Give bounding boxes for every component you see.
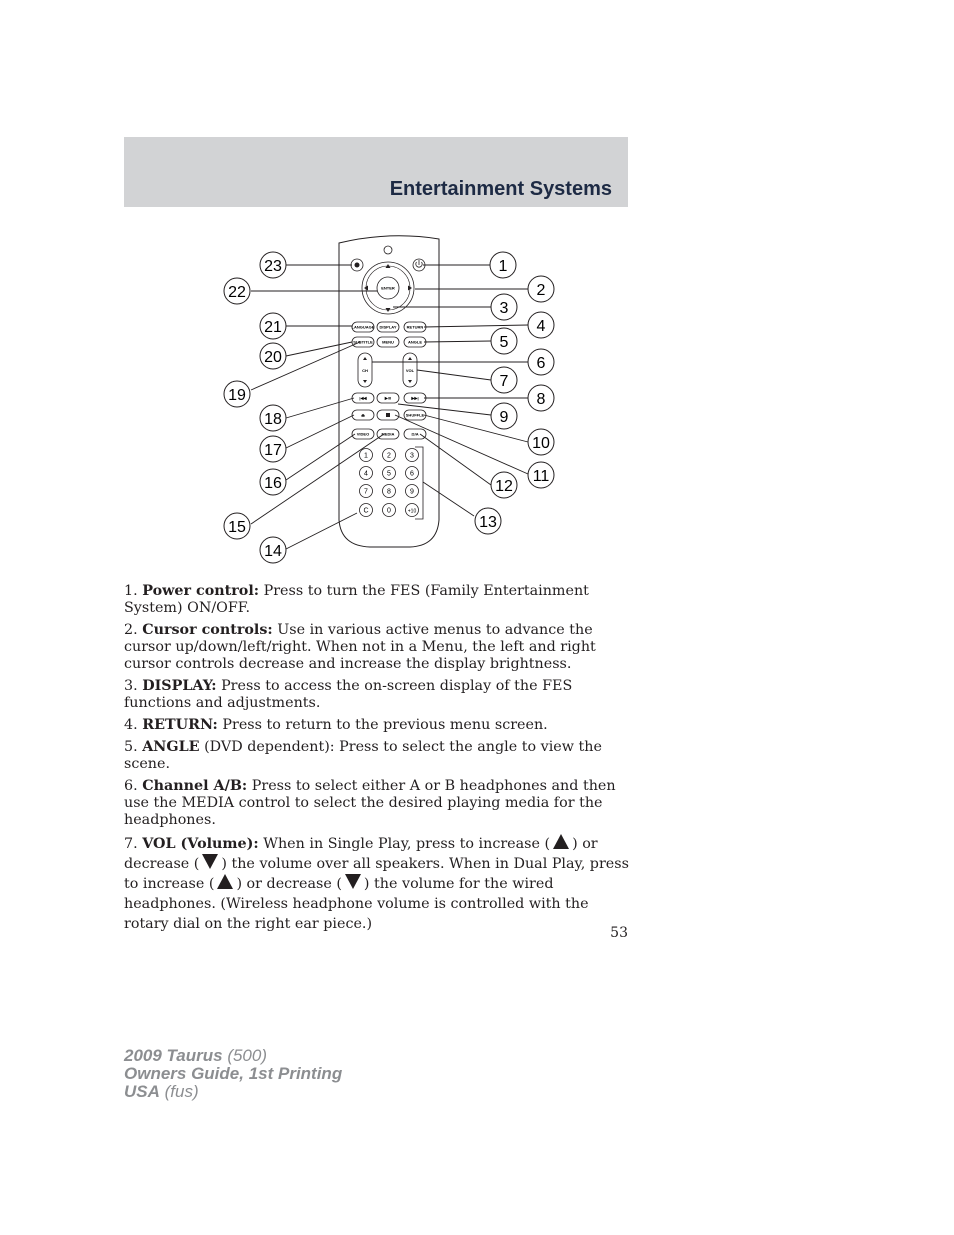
callout-number: 14 — [264, 543, 282, 560]
callout-number: 1 — [498, 258, 508, 275]
arrow-down-icon — [202, 854, 218, 869]
callout-number: 13 — [479, 514, 497, 531]
svg-text:▶/II: ▶/II — [384, 395, 392, 401]
arrow-up-icon — [217, 874, 233, 889]
svg-text:|◀◀: |◀◀ — [359, 395, 367, 401]
callout-number: 10 — [532, 435, 550, 452]
callout-number: 7 — [499, 373, 509, 390]
callout-number: 15 — [228, 519, 246, 536]
list-item: 5. ANGLE (DVD dependent): Press to select the angle to view the scene. — [124, 739, 602, 773]
callout-number: 2 — [536, 282, 546, 299]
description-list — [124, 583, 630, 940]
section-title: Entertainment Systems — [389, 178, 612, 200]
subtitle-button-label: SUBTITLE — [353, 339, 373, 345]
keypad-key-label: 8 — [387, 488, 391, 496]
display-button-label: DISPLAY — [379, 324, 397, 330]
callout-number: 5 — [499, 334, 509, 351]
callout-number: 16 — [264, 475, 282, 492]
callout-number: 6 — [536, 355, 546, 372]
svg-text:⏏: ⏏ — [361, 412, 365, 418]
callout-number: 22 — [228, 284, 246, 301]
video-button-label: VIDEO — [356, 431, 370, 437]
callout-number: 8 — [536, 391, 546, 408]
svg-text:Ω/A: Ω/A — [411, 431, 419, 437]
callout-number: 18 — [264, 411, 282, 428]
callout-number: 23 — [264, 258, 282, 275]
keypad-key-label: 5 — [387, 470, 391, 478]
callout-number: 17 — [264, 442, 282, 459]
svg-text:▶▶|: ▶▶| — [411, 395, 419, 401]
page-number: 53 — [610, 925, 628, 941]
media-button-label: MEDIA — [381, 431, 395, 437]
return-button-label: RETURN — [406, 324, 424, 330]
arrow-up-icon — [553, 834, 569, 849]
list-item: 1. Power control: Press to turn the FES (Family Entertainment System) ON/OFF. — [124, 583, 589, 616]
callout-number: 4 — [536, 318, 546, 335]
list-item: 3. DISPLAY: Press to access the on-screen display of the FES functions and adjustments. — [124, 677, 573, 711]
shuffle-button-label: SHUFFLE — [405, 412, 425, 418]
list-item: 6. Channel A/B: Press to select either A or B headphones and then use the MEDIA control to select the desired playing media for the headphones. — [124, 778, 616, 829]
footer: 2009 Taurus (500) Owners Guide, 1st Printing USA (fus) — [124, 1046, 343, 1101]
menu-button-label: MENU — [382, 339, 394, 345]
callout-number: 9 — [499, 409, 509, 426]
angle-button-label: ANGLE — [408, 339, 422, 345]
remote-control-diagram — [0, 0, 954, 580]
enter-button-label: ENTER — [381, 285, 395, 291]
keypad-key-label: 3 — [410, 452, 414, 460]
keypad-key-label: 1 — [364, 452, 368, 460]
keypad-key-label: 7 — [364, 488, 368, 496]
keypad-key-label: 9 — [410, 488, 414, 496]
keypad-key-label: 0 — [387, 507, 391, 515]
arrow-down-icon — [345, 874, 361, 889]
keypad-key-label: 2 — [387, 452, 391, 460]
keypad-key-label: +10 — [407, 508, 417, 515]
callout-number: 21 — [264, 319, 282, 336]
keypad-key-label: 4 — [364, 470, 368, 478]
list-item: 2. Cursor controls: Use in various active menus to advance the cursor up/down/left/right. When not in a Menu, the left and right cursor controls decrease and increase the display brightness. — [124, 622, 596, 672]
keypad-key-label: C — [363, 507, 369, 515]
callout-number: 3 — [499, 300, 509, 317]
keypad-key-label: 6 — [410, 470, 414, 478]
language-button-label: LANGUAGE — [351, 324, 375, 330]
vol-label: VOL — [405, 368, 415, 373]
list-item: 7. VOL (Volume): When in Single Play, press to increase ( ) or decrease ( ) the volume over all speakers. When in Dual Play, press to increase ( ) or decrease ( ) the volume for the wired headphones. (Wireless headphone volume is controlled with the rotary dial on the right ear piece.) — [124, 836, 629, 933]
callout-number: 12 — [495, 478, 513, 495]
callout-number: 20 — [264, 349, 282, 366]
ch-label: CH — [362, 368, 368, 373]
list-item: 4. RETURN: Press to return to the previous menu screen. — [124, 717, 548, 734]
callout-number: 11 — [532, 468, 550, 485]
callout-number: 19 — [228, 387, 246, 404]
